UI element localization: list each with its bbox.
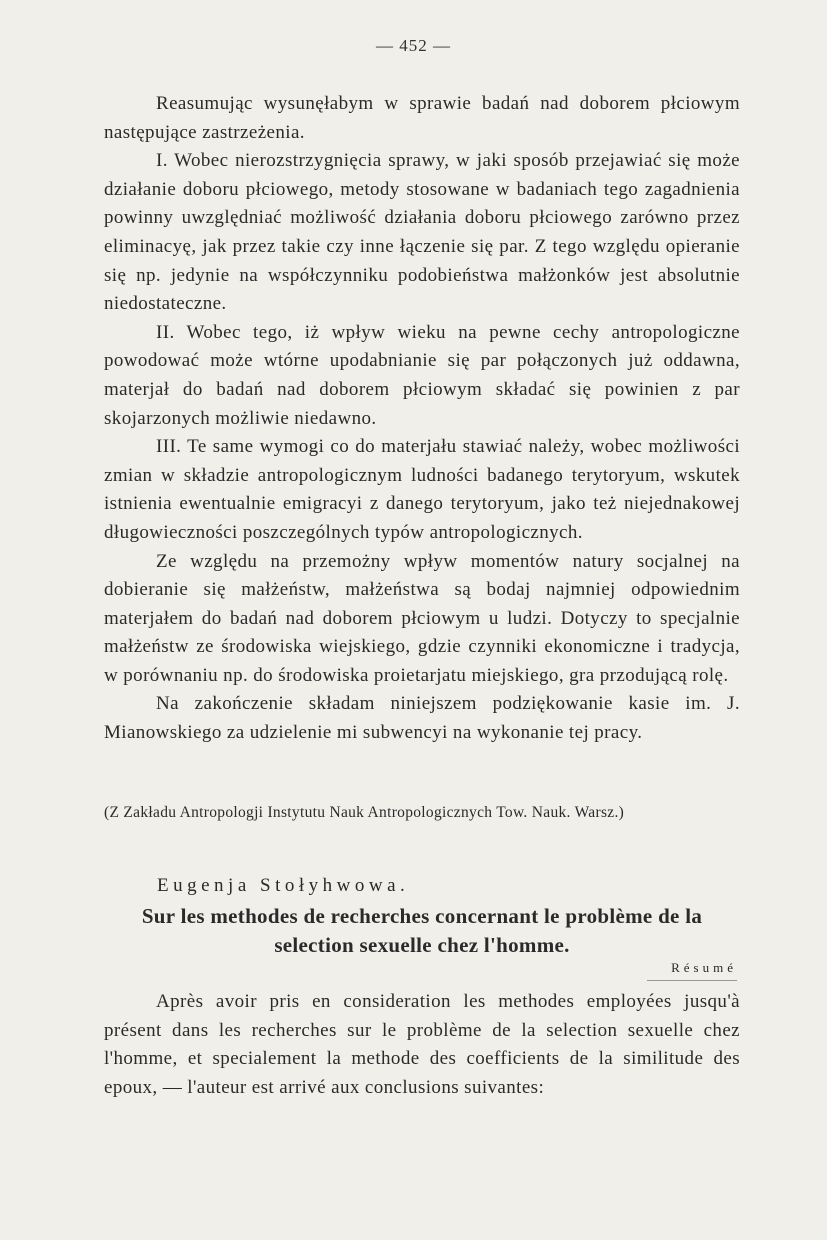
resume-paragraph: Après avoir pris en consideration les methodes employées jusqu'à présent dans les recherches sur le problème de la selection sexuelle chez l'homme, et specialement la methode des coefficients de la similitude des epoux, — l'auteur est arrivé aux conclusions suivantes: bbox=[104, 991, 740, 1098]
resume-divider bbox=[647, 980, 737, 981]
main-text bbox=[104, 90, 740, 748]
resume-label: Résumé bbox=[671, 960, 737, 975]
resume-body bbox=[104, 988, 740, 1102]
paragraph-social: Ze względu na przemożny wpływ momentów natury socjalnej na dobieranie się małżeństw, małżeństwa są bodaj najmniej odpowiednim materjałem do badań nad doborem płciowym u ludzi. Dotyczy to specjalnie małżeństw ze środowiska wiejskiego, gdzie czynniki ekonomiczne i tradycja, w porównaniu np. do środowiska proietarjatu miejskiego, gra przodującą rolę. bbox=[104, 550, 740, 686]
source-note: (Z Zakładu Antropologji Instytutu Nauk Antropologicznych Tow. Nauk. Warsz.) bbox=[104, 804, 625, 821]
paragraph-point-2: II. Wobec tego, iż wpływ wieku na pewne cechy antropologiczne powodować może wtórne upodabnianie się par połączonych już oddawna, materjał do badań nad doborem płciowym składać się powinien z par skojarzonych możliwie niedawno. bbox=[104, 321, 740, 429]
article-title: Sur les methodes de recherches concernant le problème de la selection sexuelle chez l'homme. bbox=[141, 904, 703, 957]
page-number: — 452 — bbox=[376, 36, 451, 55]
paragraph-point-1: I. Wobec nierozstrzygnięcia sprawy, w jaki sposób przejawiać się może działanie doboru płciowego, metody stosowane w badaniach tego zagadnienia powinny uwzględniać możliwość działania doboru płciowego zarówno przez eliminacyę, jak przez takie czy inne łączenie się par. Z tego względu opieranie się np. jedynie na współczynniku podobieństwa małżonków jest absolutnie niedostateczne. bbox=[104, 150, 740, 315]
paragraph-thanks: Na zakończenie składam niniejszem podziękowanie kasie im. J. Mianowskiego za udzielenie mi subwencyi na wykonanie tej pracy. bbox=[104, 693, 740, 744]
author-name: Eugenja Stołyhwowa. bbox=[157, 875, 410, 896]
paragraph-intro: Reasumując wysunęłabym w sprawie badań nad doborem płciowym następujące zastrzeżenia. bbox=[104, 93, 740, 143]
paragraph-point-3: III. Te same wymogi co do materjału stawiać należy, wobec możliwości zmian w składzie antropologicznym ludności badanego terytoryum, wskutek istnienia ewentualnie emigracyi z danego terytoryum, jako też niejednakowej długowieczności poszczególnych typów antropologicznych. bbox=[104, 436, 740, 543]
